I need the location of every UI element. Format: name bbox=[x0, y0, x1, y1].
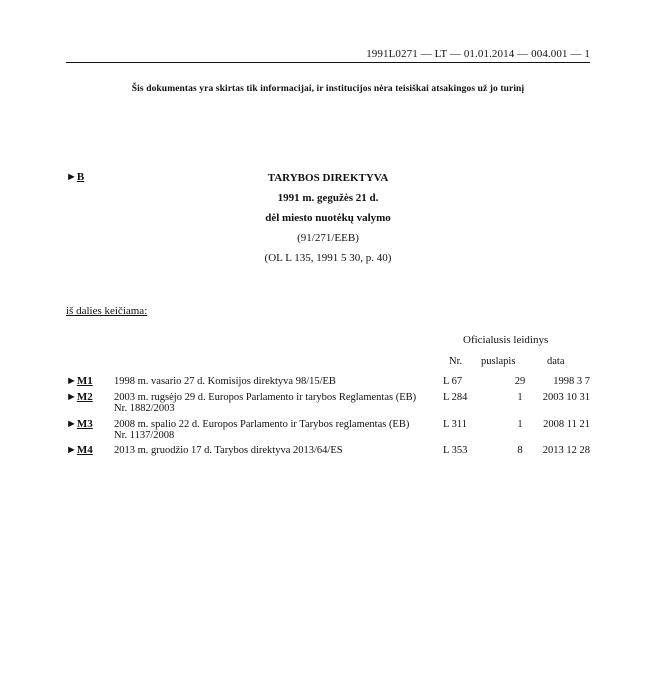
amendment-description-line: 2013 m. gruodžio 17 d. Tarybos direktyva 2013/64/ES bbox=[114, 445, 343, 456]
column-header-nr: Nr. bbox=[449, 356, 463, 367]
act-date: 1991 m. gegužės 21 d. bbox=[277, 192, 379, 204]
amendment-date: 1998 3 7 bbox=[553, 376, 590, 387]
base-act-ref-link[interactable]: B bbox=[76, 171, 85, 183]
amendment-oj-number: L 353 bbox=[443, 445, 468, 456]
amendment-oj-number: L 67 bbox=[443, 376, 463, 387]
amendment-ref-link[interactable]: M4 bbox=[76, 444, 93, 456]
amendment-description-line: Nr. 1137/2008 bbox=[114, 430, 175, 441]
column-header-date: data bbox=[547, 356, 565, 367]
arrow-right-icon: ► bbox=[66, 418, 77, 430]
amendment-marker[interactable] bbox=[66, 419, 93, 430]
amended-by-label: iš dalies keičiama: bbox=[66, 305, 148, 317]
header-divider bbox=[66, 62, 590, 63]
amendment-oj-number: L 284 bbox=[443, 392, 468, 403]
act-title-block bbox=[66, 168, 590, 268]
amendment-description-line: Nr. 1882/2003 bbox=[114, 403, 175, 414]
amendment-description bbox=[114, 392, 426, 414]
amendment-date: 2003 10 31 bbox=[542, 392, 590, 403]
amendment-date: 2013 12 28 bbox=[542, 445, 590, 456]
document-header-code: 1991L0271 — LT — 01.01.2014 — 004.001 — 1 bbox=[366, 48, 590, 60]
amendment-marker[interactable] bbox=[66, 376, 93, 387]
arrow-right-icon: ► bbox=[66, 444, 77, 456]
amendment-ref-link[interactable]: M1 bbox=[76, 375, 93, 387]
amendment-oj-number: L 311 bbox=[443, 419, 468, 430]
arrow-right-icon: ► bbox=[66, 375, 77, 387]
amendment-description-line: 2008 m. spalio 22 d. Europos Parlamento ir Tarybos reglamentas (EB) bbox=[114, 419, 410, 430]
amendment-description-line: 2003 m. rugsėjo 29 d. Europos Parlamento ir tarybos Reglamentas (EB) bbox=[114, 392, 417, 403]
amendment-description bbox=[114, 419, 426, 441]
amendment-page: 1 bbox=[517, 392, 523, 403]
column-header-page: puslapis bbox=[481, 356, 516, 367]
amendment-marker[interactable] bbox=[66, 445, 93, 456]
amendment-description bbox=[114, 445, 426, 456]
amendment-marker[interactable] bbox=[66, 392, 93, 403]
disclaimer-text: Šis dokumentas yra skirtas tik informacijai, ir institucijos nėra teisiškai atsakingos už jo turinį bbox=[131, 84, 525, 94]
arrow-right-icon: ► bbox=[66, 391, 77, 403]
act-number: (91/271/EEB) bbox=[297, 232, 359, 244]
amendment-description-line: 1998 m. vasario 27 d. Komisijos direktyva 98/15/EB bbox=[114, 376, 336, 387]
amendment-date: 2008 11 21 bbox=[543, 419, 590, 430]
amendment-page: 8 bbox=[517, 445, 523, 456]
amendment-page: 1 bbox=[517, 419, 523, 430]
act-oj-reference: (OL L 135, 1991 5 30, p. 40) bbox=[264, 252, 392, 264]
act-subject: dėl miesto nuotėkų valymo bbox=[265, 212, 391, 224]
amendment-ref-link[interactable]: M2 bbox=[76, 391, 93, 403]
official-journal-heading: Oficialusis leidinys bbox=[463, 334, 549, 346]
amendment-page: 29 bbox=[514, 376, 526, 387]
arrow-right-icon: ► bbox=[66, 171, 77, 183]
amendment-description bbox=[114, 376, 426, 387]
act-type: TARYBOS DIREKTYVA bbox=[267, 172, 389, 184]
amendment-ref-link[interactable]: M3 bbox=[76, 418, 93, 430]
